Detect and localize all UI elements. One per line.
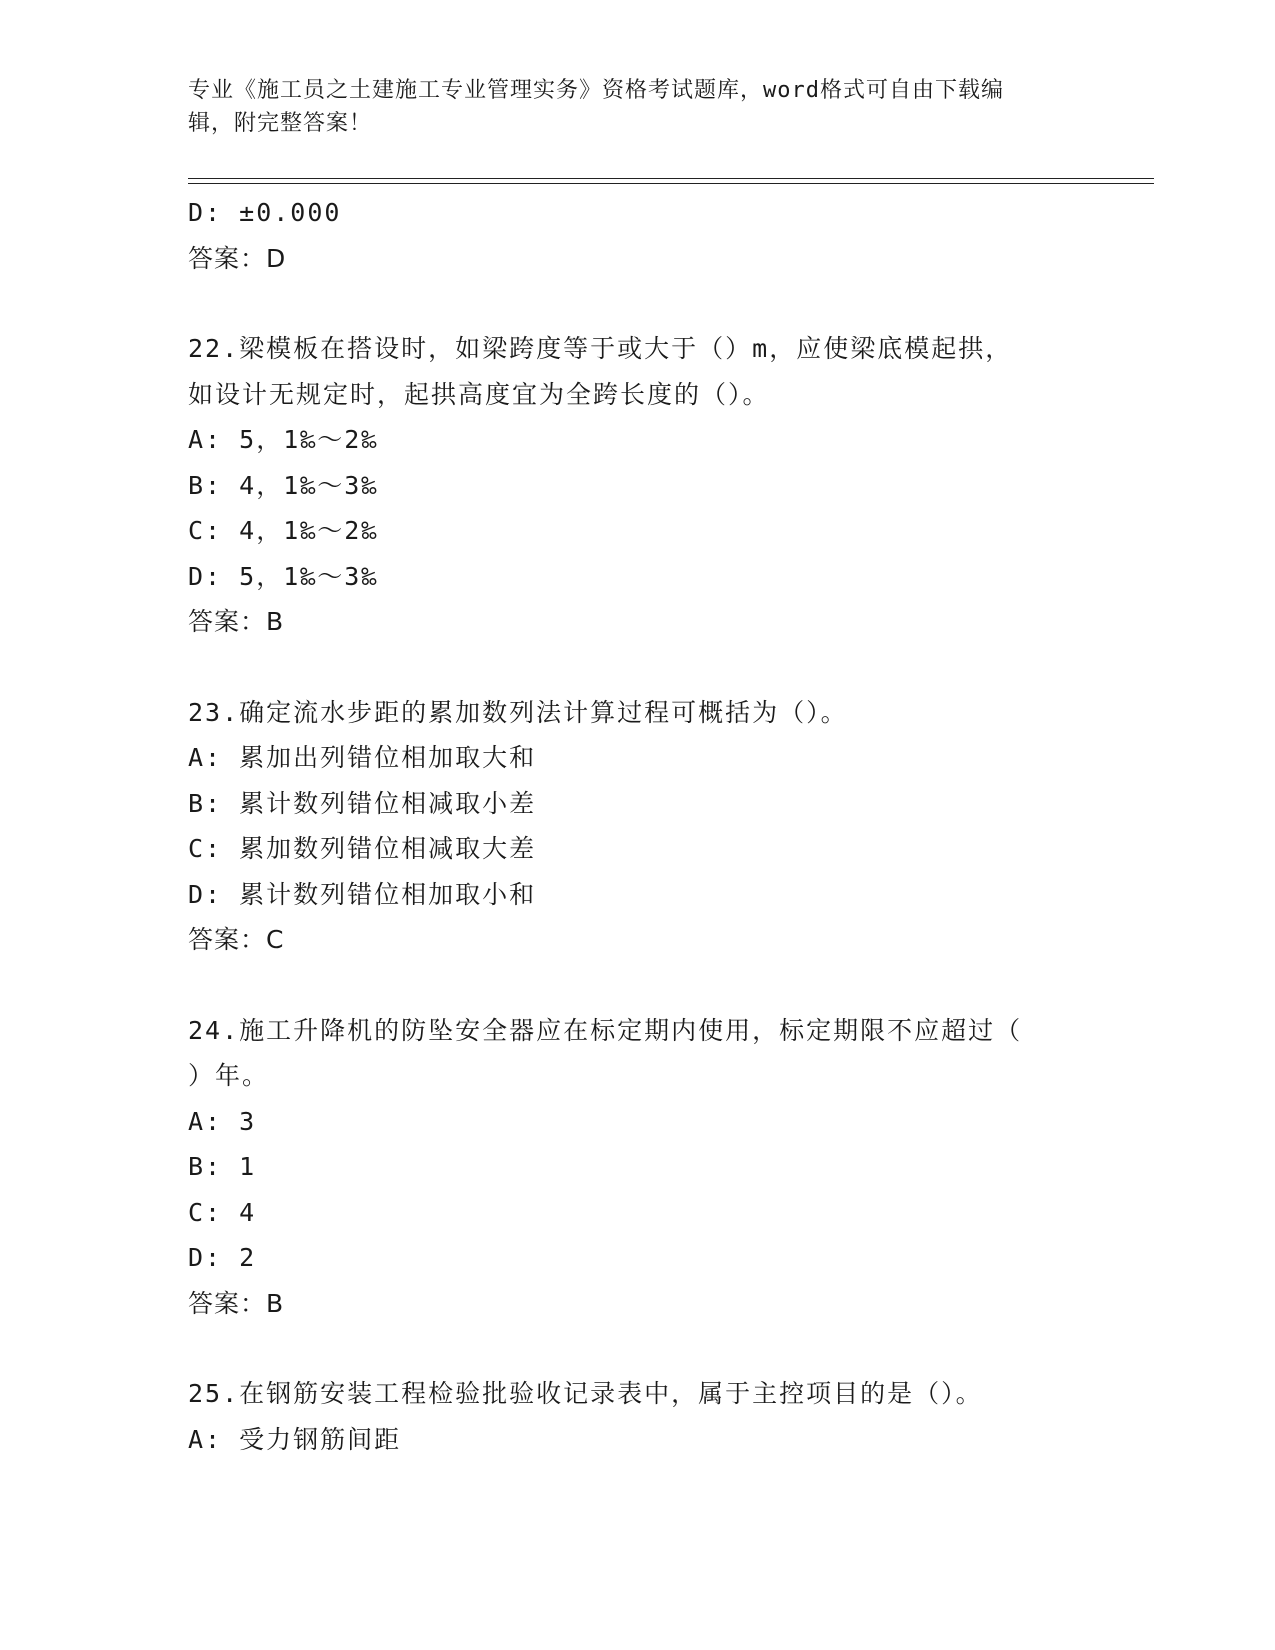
question-22-text-2: 如设计无规定时，起拱高度宜为全跨长度的（）。 [188,379,770,409]
option-b: B: 4，1‰～3‰ [188,470,379,500]
option-c: C: 累加数列错位相减取大差 [188,834,537,863]
header-divider-top [188,178,1154,179]
question-24-text-1: 24.施工升降机的防坠安全器应在标定期内使用，标定期限不应超过（ [188,1015,1023,1045]
option-a: A: 受力钢筋间距 [188,1424,402,1454]
option-d: D: 2 [188,1243,257,1272]
question-24-text-2: ）年。 [188,1061,270,1090]
question-23-text-1: 23.确定流水步距的累加数列法计算过程可概括为（）。 [188,697,848,727]
option-b: B: 累计数列错位相减取小差 [188,788,537,818]
question-list [188,190,1088,1462]
header-line-1: 专业《施工员之土建施工专业管理实务》资格考试题库，word格式可自由下载编 [188,78,1004,103]
option-c: C: 4 [188,1197,257,1227]
spacer [188,281,1088,326]
option-d: D: 累计数列错位相加取小和 [188,879,537,909]
option-b: B: 1 [188,1152,257,1181]
answer-label: 答案：D [188,243,287,273]
answer-label: 答案：B [188,1288,285,1318]
answer-label: 答案：B [188,607,285,636]
spacer [188,645,1088,690]
option-a: A: 3 [188,1106,257,1136]
option-a: A: 5，1‰～2‰ [188,425,379,454]
question-22-text-1: 22.梁模板在搭设时，如梁跨度等于或大于（）m，应使梁底模起拱， [188,334,1013,363]
option-d: D: ±0.000 [188,198,342,227]
spacer [188,1326,1088,1371]
option-a: A: 累加出列错位相加取大和 [188,743,537,772]
spacer [188,963,1088,1008]
question-25-text-1: 25.在钢筋安装工程检验批验收记录表中，属于主控项目的是（）。 [188,1379,983,1408]
page-header [188,74,1068,140]
header-divider-bottom [188,183,1154,184]
option-d: D: 5，1‰～3‰ [188,561,379,591]
header-line-2: 辑，附完整答案！ [188,111,373,136]
answer-label: 答案：C [188,925,285,954]
option-c: C: 4，1‰～2‰ [188,516,379,545]
